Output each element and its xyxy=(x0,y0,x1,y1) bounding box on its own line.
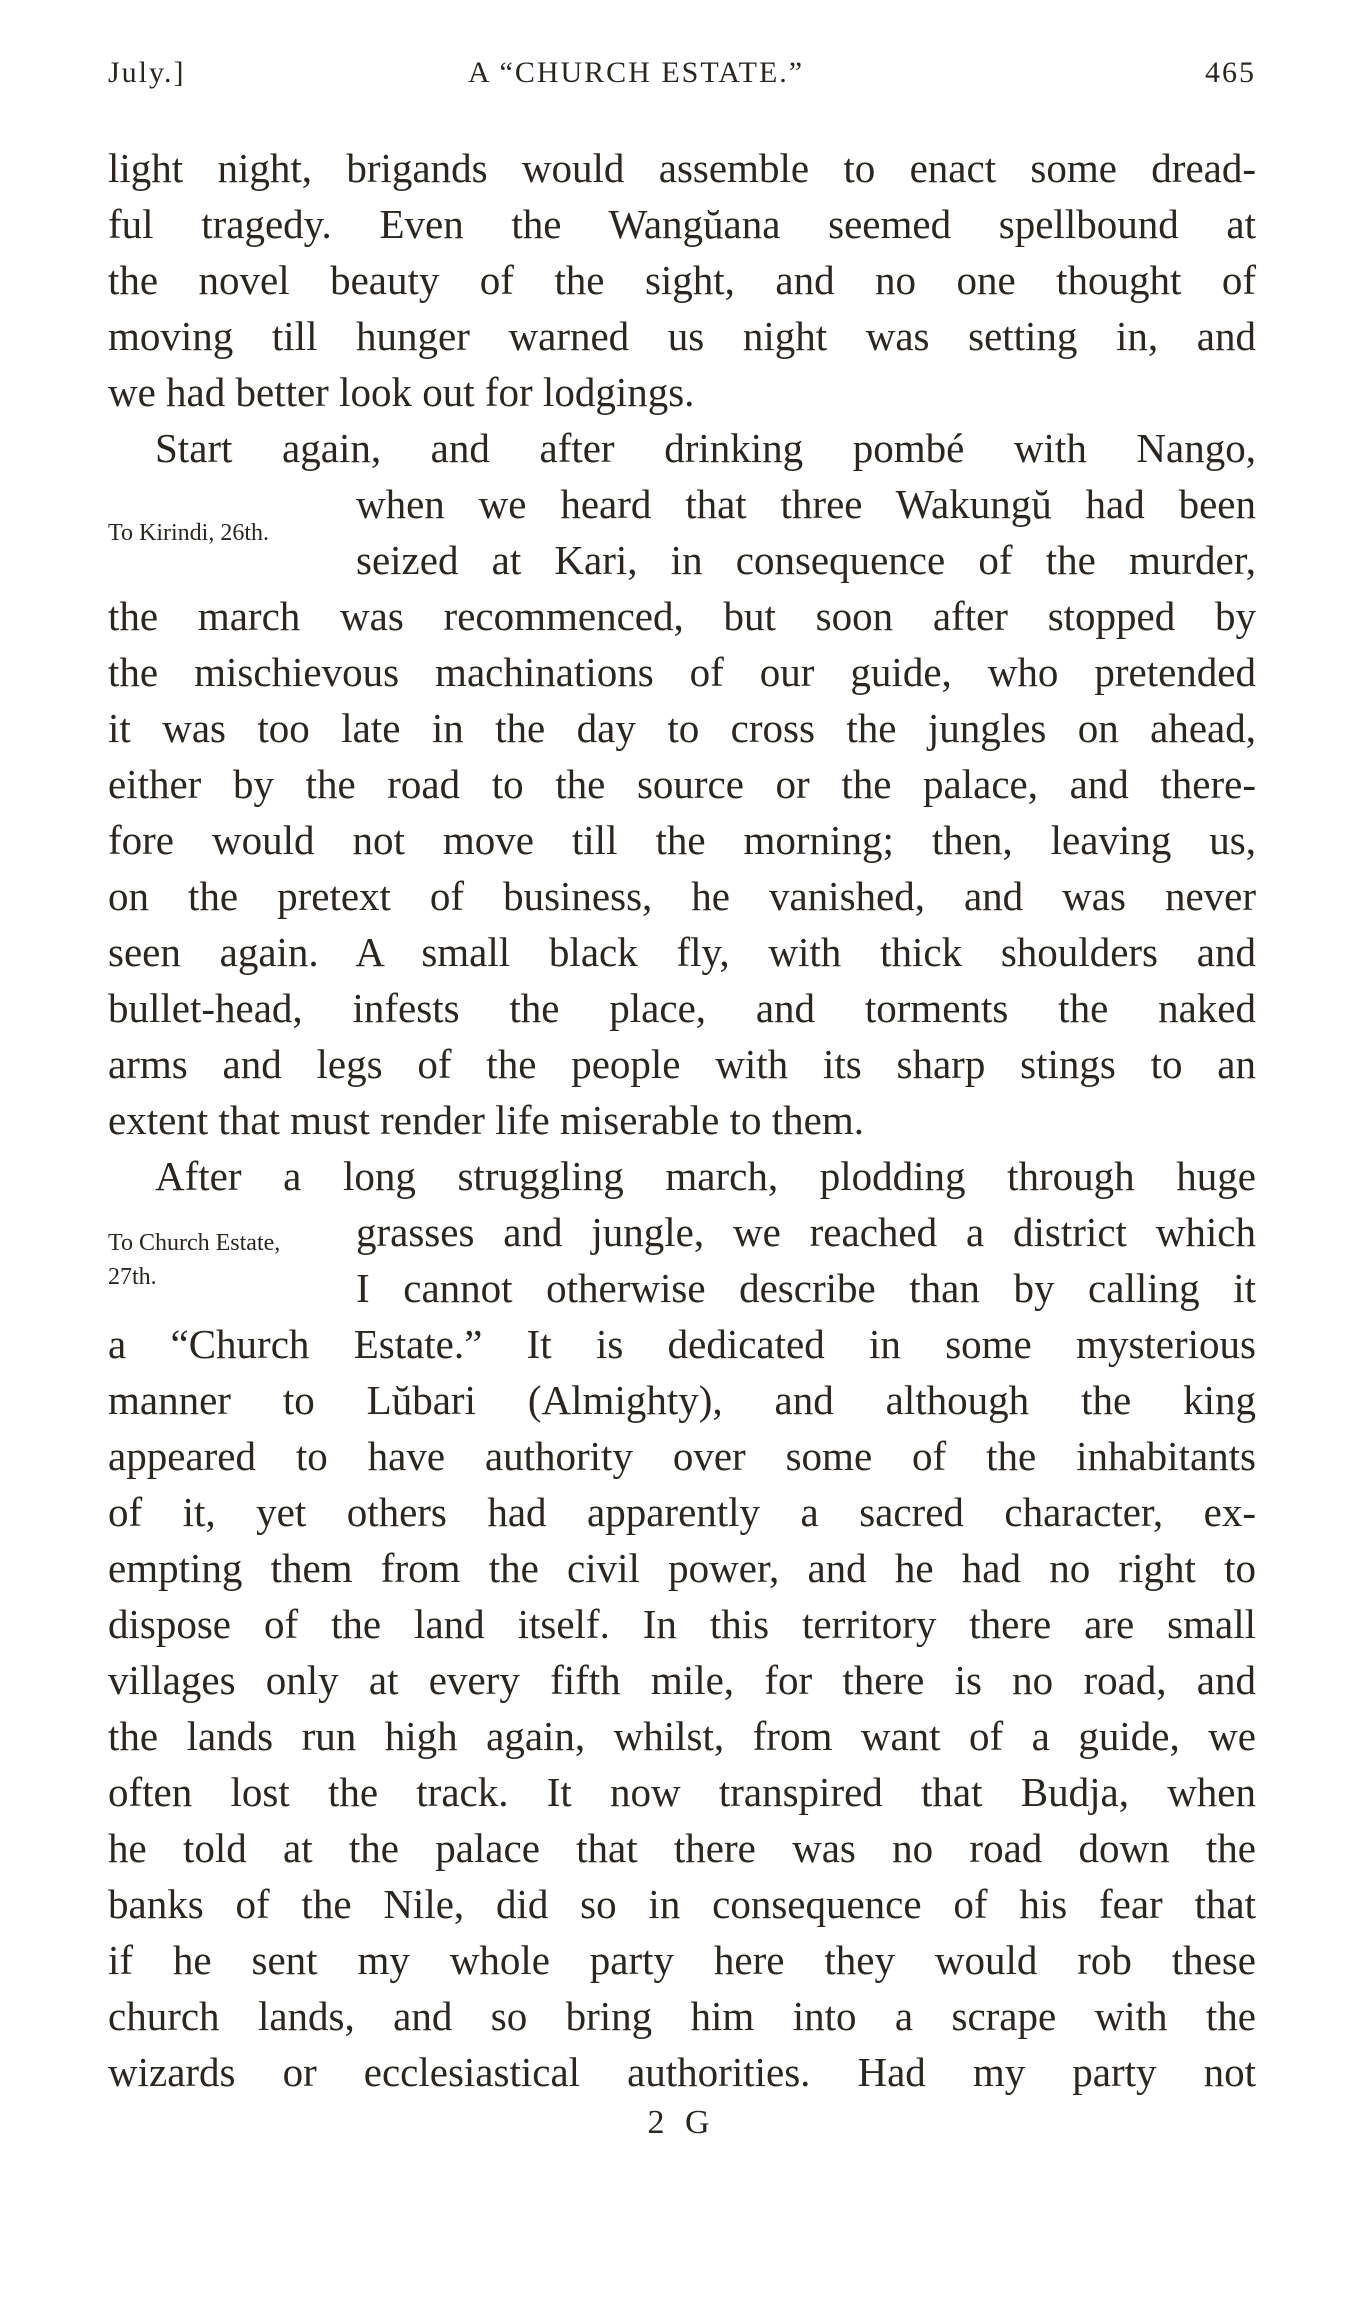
text-line: it was too late in the day to cross the jungles on ahead, xyxy=(108,705,1256,751)
text-line: often lost the track. It now transpired that Budja, when xyxy=(108,1769,1256,1815)
text-line: I cannot otherwise describe than by calling it xyxy=(356,1265,1256,1311)
text-line: a “Church Estate.” It is dedicated in some mysterious xyxy=(108,1321,1256,1367)
text-line: manner to Lŭbari (Almighty), and although the king xyxy=(108,1377,1256,1423)
text-line: seen again. A small black fly, with thick shoulders and xyxy=(108,929,1256,975)
text-line: light night, brigands would assemble to enact some dread- xyxy=(108,145,1256,191)
text-line: we had better look out for lodgings. xyxy=(108,369,695,415)
text-line: wizards or ecclesiastical authorities. Had my party not xyxy=(108,2049,1256,2095)
text-line: After a long struggling march, plodding through huge xyxy=(155,1153,1256,1199)
signature-mark: 2 G xyxy=(647,2104,716,2141)
text-line: if he sent my whole party here they would rob these xyxy=(108,1937,1256,1983)
text-line: the lands run high again, whilst, from want of a guide, we xyxy=(108,1713,1256,1759)
text-line: the march was recommenced, but soon after stopped by xyxy=(108,593,1256,639)
text-line: moving till hunger warned us night was setting in, and xyxy=(108,313,1256,359)
text-line: of it, yet others had apparently a sacred character, ex- xyxy=(108,1489,1256,1535)
text-line: he told at the palace that there was no road down the xyxy=(108,1825,1256,1871)
text-line: extent that must render life miserable to them. xyxy=(108,1097,864,1143)
text-line: arms and legs of the people with its sharp stings to an xyxy=(108,1041,1256,1087)
running-head-title: A “CHURCH ESTATE.” xyxy=(468,56,805,89)
running-head xyxy=(108,56,1256,96)
text-line: either by the road to the source or the palace, and there- xyxy=(108,761,1256,807)
text-line: church lands, and so bring him into a scrape with the xyxy=(108,1993,1256,2039)
text-line: the mischievous machinations of our guide, who pretended xyxy=(108,649,1256,695)
text-line: banks of the Nile, did so in consequence of his fear that xyxy=(108,1881,1256,1927)
margin-note-kirindi: To Kirindi, 26th. xyxy=(108,520,269,546)
text-line: Start again, and after drinking pombé with Nango, xyxy=(155,425,1256,471)
text-line: grasses and jungle, we reached a district which xyxy=(356,1209,1256,1255)
text-line: villages only at every fifth mile, for there is no road, and xyxy=(108,1657,1256,1703)
text-line: fore would not move till the morning; then, leaving us, xyxy=(108,817,1256,863)
text-line: when we heard that three Wakungŭ had been xyxy=(356,481,1256,527)
text-line: the novel beauty of the sight, and no one thought of xyxy=(108,257,1256,303)
margin-note-church-estate: To Church Estate, xyxy=(108,1230,281,1256)
text-line: empting them from the civil power, and he had no right to xyxy=(108,1545,1256,1591)
text-line: dispose of the land itself. In this territory there are small xyxy=(108,1601,1256,1647)
text-line: ful tragedy. Even the Wangŭana seemed spellbound at xyxy=(108,201,1256,247)
text-line: seized at Kari, in consequence of the murder, xyxy=(356,537,1256,583)
text-line: on the pretext of business, he vanished, and was never xyxy=(108,873,1256,919)
text-line: appeared to have authority over some of the inhabitants xyxy=(108,1433,1256,1479)
margin-note-date: 27th. xyxy=(108,1264,157,1290)
page-number: 465 xyxy=(1205,56,1256,89)
text-line: bullet-head, infests the place, and torments the naked xyxy=(108,985,1256,1031)
running-head-month: July.] xyxy=(108,56,186,89)
